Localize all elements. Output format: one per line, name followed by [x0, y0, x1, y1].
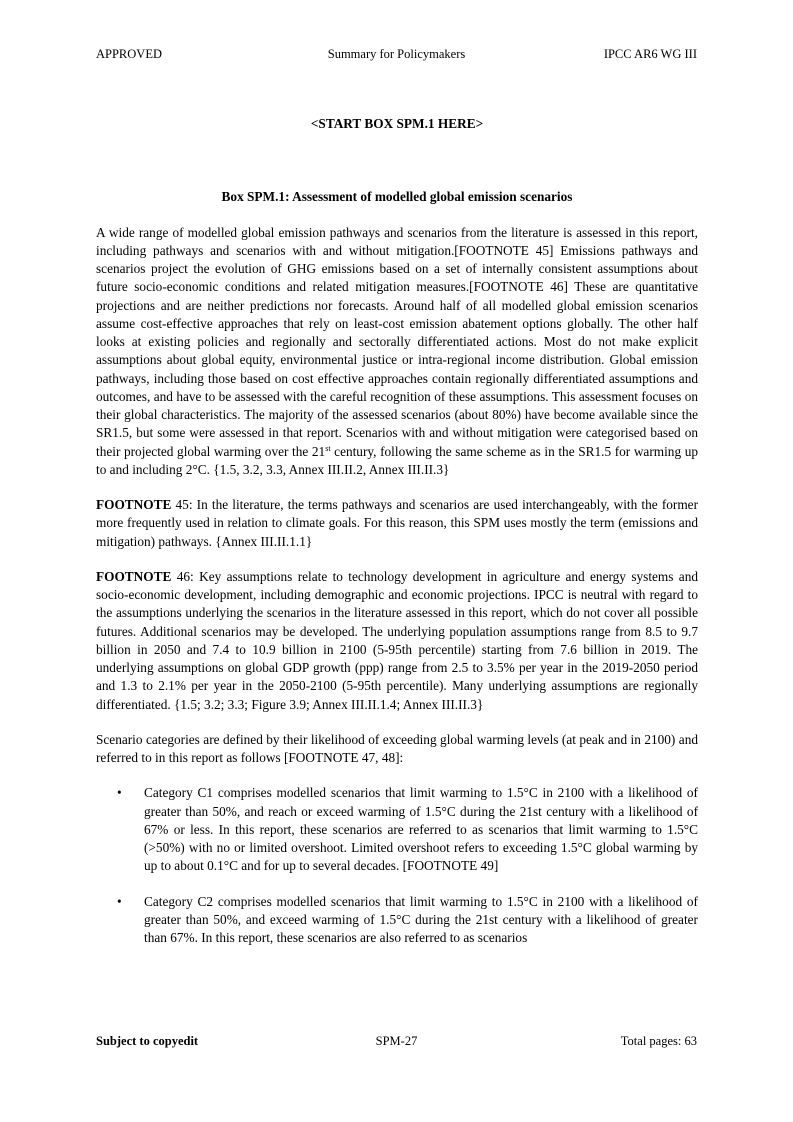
- category-list: [96, 784, 698, 947]
- list-item-text: Category C2 comprises modelled scenarios that limit warming to 1.5°C in 2100 with a likelihood of greater than 50%, and exceed warming of 1.5°C during the 21st century with a likelihood of greater than 67%. In this report, these scenarios are also referred to as scenarios: [144, 893, 698, 945]
- list-item-c1: [96, 784, 698, 875]
- footer-page-number: SPM-27: [375, 1034, 418, 1048]
- page-body: [96, 115, 698, 947]
- header-title: Summary for Policymakers: [327, 47, 466, 61]
- intro-paragraph: [96, 224, 698, 480]
- footnote-45-label: FOOTNOTE: [96, 497, 172, 512]
- footnote-46-text: 46: Key assumptions relate to technology development in agriculture and energy systems and socio-economic development, including demographic and economic projections. IPCC is neutral with regard to the assumptions underlying the scenarios in the literature assessed in this report, which do not cover all possible futures. Additional scenarios may be developed. The underlying population assumptions range from 8.5 to 9.7 billion in 2050 and 7.4 to 10.9 billion in 2100 (5-95th percentile) starting from 7.6 billion in 2019. The underlying assumptions on global GDP growth (ppp) range from 2.5 to 3.5% per year in the 2019-2050 period and 1.3 to 2.1% per year in the 2050-2100 (5-95th percentile). Many underlying assumptions are regionally differentiated. {1.5; 3.2; 3.3; Figure 3.9; Annex III.II.1.4; Annex III.II.3}: [96, 568, 698, 712]
- ordinal-superscript: st: [325, 443, 331, 453]
- bullet-marker: •: [117, 893, 122, 909]
- footnote-45-text: 45: In the literature, the terms pathways and scenarios are used interchangeably, with the former more frequently used in relation to climate goals. For this reason, this SPM uses mostly the term (emissions and mitigation) pathways. {Annex III.II.1.1}: [96, 497, 698, 549]
- header-report-id: IPCC AR6 WG III: [603, 47, 697, 61]
- categories-intro: Scenario categories are defined by their likelihood of exceeding global warming levels (at peak and in 2100) and referred to in this report as follows [FOOTNOTE 47, 48]:: [96, 731, 698, 765]
- list-item-c2: [96, 893, 698, 948]
- footnote-46: [96, 568, 698, 714]
- footer-copyedit: Subject to copyedit: [96, 1034, 199, 1048]
- start-box-marker: <START BOX SPM.1 HERE>: [310, 116, 484, 131]
- footer-total-pages: Total pages: 63: [620, 1034, 697, 1048]
- page-header: [96, 47, 697, 65]
- intro-text-a: A wide range of modelled global emission pathways and scenarios from the literature is assessed in this report, including pathways and scenarios with and without mitigation.[FOOTNOTE 45] Emissions pathways and scenarios project the evolution of GHG emissions based on a set of internally consistent assumptions about future socio-economic conditions and related mitigation measures.[FOOTNOTE 46] These are quantitative projections and are neither predictions nor forecasts. Around half of all modelled global emission scenarios assume cost-effective approaches that rely on least-cost emission abatement options globally. The other half looks at existing policies and regionally and sectorally differentiated actions. Most do not make explicit assumptions about global equity, environmental justice or intra-regional income distribution. Global emission pathways, including those based on cost effective approaches contain regionally differentiated assumptions and outcomes, and have to be assessed with the careful recognition of these assumptions. This assessment focuses on their global characteristics. The majority of the assessed scenarios (about 80%) have become available since the SR1.5, but some were assessed in that report. Scenarios with and without mitigation were categorised based on their projected global warming over the 21: [96, 224, 698, 459]
- box-title: Box SPM.1: Assessment of modelled global emission scenarios: [221, 189, 573, 205]
- intro-text-b: century, following the same scheme as in the SR1.5 for warming up to and including 2°C. {1.5, 3.2, 3.3, Annex III.II.2, Annex III.II.3}: [96, 443, 699, 477]
- footnote-46-label: FOOTNOTE: [96, 568, 172, 584]
- bullet-marker: •: [117, 785, 122, 801]
- header-status: APPROVED: [96, 47, 162, 61]
- footnote-45: [96, 496, 698, 551]
- page-footer: [96, 1034, 697, 1052]
- list-item-text: Category C1 comprises modelled scenarios that limit warming to 1.5°C in 2100 with a likelihood of greater than 50%, and reach or exceed warming of 1.5°C during the 21st century with a likelihood of 67% or less. In this report, these scenarios are referred to as scenarios that limit warming to 1.5°C (>50%) with no or limited overshoot. Limited overshoot refers to exceeding 1.5°C global warming by up to about 0.1°C and for up to several decades. [FOOTNOTE 49]: [144, 785, 698, 874]
